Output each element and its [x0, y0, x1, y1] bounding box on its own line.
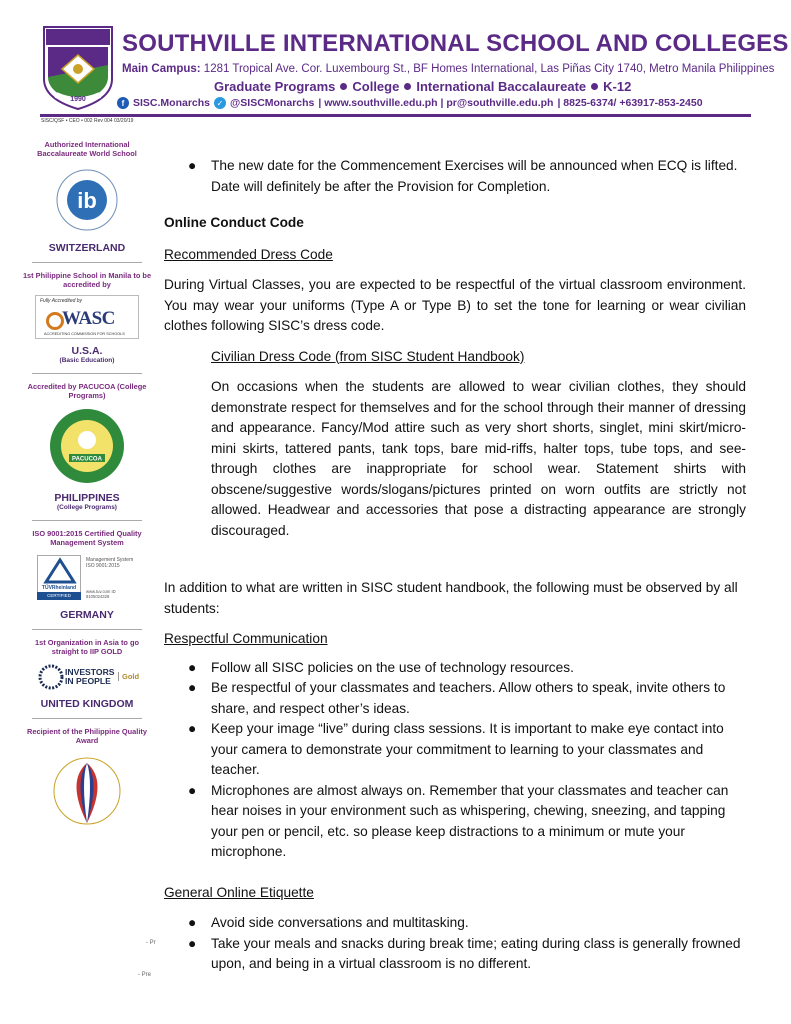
programs-line	[214, 79, 631, 94]
list-item	[164, 156, 746, 197]
wasc-country: U.S.A.	[71, 345, 103, 357]
commencement-text: The new date for the Commencement Exercises will be announced when ECQ is lifted. Date will definitely be after the Provision for Completion.	[211, 158, 738, 194]
sidebar-divider	[32, 262, 142, 263]
list-item-text: Be respectful of your classmates and teachers. Allow others to speak, invite others to share, and respect other’s ideas.	[211, 680, 726, 716]
tuv-url: www.tuv.com ID 9105024328	[86, 589, 116, 599]
wasc-subtitle: ACCREDITING COMMISSION FOR SCHOOLS	[44, 332, 125, 336]
bullet-dot	[340, 83, 347, 90]
bullet-glyph: ●	[188, 935, 197, 951]
list-item	[164, 934, 746, 975]
wasc-logo	[35, 295, 139, 339]
bullet-dot	[404, 83, 411, 90]
letterhead	[0, 0, 791, 128]
campus-address-line	[122, 63, 774, 75]
tuv-label: TÜVRheinland	[41, 585, 77, 591]
website-email[interactable]: | www.southville.edu.ph | pr@southville.edu.ph	[318, 97, 554, 109]
tuv-standard: Management System ISO 9001:2015	[86, 557, 134, 569]
bullet-glyph: ●	[188, 915, 197, 930]
iip-heading: 1st Organization in Asia to go straight to IIP GOLD	[34, 638, 140, 656]
philippine-quality-award-logo	[50, 751, 124, 835]
list-item	[164, 913, 746, 934]
list-item-text: Take your meals and snacks during break time; eating during class is generally frowned upon, and being in a virtual classroom is no different.	[211, 935, 741, 971]
list-item-text: Keep your image “live” during class sessions. It is important to make eye contact into your camera to demonstrate your commitment to learning to your classmates and teacher.	[211, 721, 724, 777]
iip-wordmark	[65, 668, 115, 686]
iso-country: GERMANY	[60, 609, 114, 621]
campus-label: Main Campus:	[122, 63, 201, 75]
sidebar-divider	[32, 629, 142, 630]
heading-dress-code: Recommended Dress Code	[164, 246, 333, 262]
respectful-list	[164, 658, 746, 863]
facebook-icon: f	[117, 97, 129, 109]
sidebar-divider	[32, 373, 142, 374]
pacucoa-heading: Accredited by PACUCOA (College Programs)	[27, 382, 147, 400]
paragraph-addition: In addition to what are written in SISC student handbook, the following must be observed by all students:	[164, 580, 738, 616]
bullet-glyph: ●	[188, 721, 197, 736]
iso-heading: ISO 9001:2015 Certified Quality Management System	[32, 529, 142, 547]
tuv-certification-logo	[34, 553, 140, 603]
triangle-icon	[38, 556, 82, 588]
program-ib: International Baccalaureate	[416, 79, 587, 94]
accreditation-sidebar	[22, 140, 152, 835]
program-graduate: Graduate Programs	[214, 79, 336, 94]
sidebar-divider	[32, 718, 142, 719]
document-body	[164, 156, 746, 975]
document-code: SISC/QSF • CEO • 002 Rev 004 03/20/19	[41, 118, 134, 124]
list-item	[164, 719, 746, 781]
tuv-certified: CERTIFIED	[37, 592, 81, 600]
bullet-glyph: ●	[188, 680, 197, 695]
paragraph-civilian-dress: On occasions when the students are allowed to wear civilian clothes, they should demonstrate respect for themselves and for the school through their manner of dressing and appearance. Fancy/Mod attire such as very short shorts, singlet, mini skirt/micro-mini skirts, tattered pants, tank tops, bare mid-riffs, halter tops, tube tops, and see-through clothes are inappropriate for school wear. Statement shirts with obscene/suggestive words/slogans/pictures printed on worn outfits are strictly not allowed. Headwear and accessories that pose a distracting appearance are strongly discouraged.	[211, 379, 746, 538]
pacucoa-seal-logo	[47, 406, 127, 486]
facebook-handle[interactable]: SISC.Monarchs	[133, 97, 211, 109]
wasc-scope: (Basic Education)	[59, 357, 115, 364]
iip-line-2: IN PEOPLE	[65, 676, 111, 686]
list-item-text: Follow all SISC policies on the use of technology resources.	[211, 659, 574, 675]
wreath-icon	[38, 664, 64, 690]
footer-fragment: - Pr	[146, 940, 156, 946]
ib-world-school-logo	[55, 164, 119, 236]
bullet-glyph: ●	[188, 782, 197, 798]
list-item	[164, 678, 746, 719]
bullet-dot	[591, 83, 598, 90]
footer-fragment: - Pre	[138, 972, 152, 978]
svg-text:1990: 1990	[70, 96, 86, 103]
phone-numbers: | 8825-6374/ +63917-853-2450	[557, 97, 703, 109]
iip-gold: Gold	[118, 672, 139, 681]
pqa-heading: Recipient of the Philippine Quality Award	[27, 727, 147, 745]
bullet-glyph: ●	[188, 659, 197, 675]
heading-respectful-communication: Respectful Communication	[164, 631, 328, 646]
heading-online-conduct: Online Conduct Code	[164, 215, 304, 230]
list-item	[164, 658, 746, 679]
bullet-glyph: ●	[188, 158, 197, 173]
svg-text:PACUCOA: PACUCOA	[72, 456, 102, 463]
letterhead-divider	[40, 114, 751, 117]
sidebar-divider	[32, 520, 142, 521]
ib-heading: Authorized International Baccalaureate World School	[37, 140, 137, 158]
program-k12: K-12	[603, 79, 632, 94]
commencement-list	[164, 156, 746, 197]
heading-general-etiquette: General Online Etiquette	[164, 884, 314, 900]
svg-text:ib: ib	[77, 188, 97, 213]
paragraph-virtual-classes: During Virtual Classes, you are expected to be respectful of the virtual classroom environment. You may wear your uniforms (Type A or Type B) to set the tone for learning or wear civilian clothes following SISC’s dress code.	[164, 277, 746, 333]
wasc-wordmark: WASC	[62, 308, 115, 329]
investors-in-people-logo	[32, 662, 142, 692]
heading-civilian-dress: Civilian Dress Code (from SISC Student Handbook)	[211, 348, 525, 364]
list-item-text: Microphones are almost always on. Remember that your classmates and teacher can hear noises in your environment such as whispering, chewing, sneezing, and tapping your pen or pencil, etc. so please keep distractions to a minimum or mute your microphone.	[211, 782, 729, 859]
pacucoa-country: PHILIPPINES	[54, 492, 120, 504]
wasc-heading: 1st Philippine School in Manila to be accredited by	[22, 271, 152, 289]
ib-country: SWITZERLAND	[48, 242, 126, 254]
school-seal-logo	[42, 25, 114, 111]
pacucoa-scope: (College Programs)	[57, 504, 117, 511]
twitter-handle[interactable]: @SISCMonarchs	[230, 97, 315, 109]
contact-line	[117, 97, 703, 109]
program-college: College	[352, 79, 400, 94]
wasc-fully-accredited: Fully Accredited by	[40, 298, 83, 304]
school-name: SOUTHVILLE INTERNATIONAL SCHOOL AND COLLEGES	[122, 30, 789, 57]
campus-address: 1281 Tropical Ave. Cor. Luxembourg St., BF Homes International, Las Piñas City 1740, Metro Manila Philippines	[203, 63, 775, 75]
iip-country: UNITED KINGDOM	[40, 698, 134, 710]
etiquette-list	[164, 913, 746, 975]
twitter-icon: ✓	[214, 97, 226, 109]
list-item	[164, 781, 746, 863]
iip-line-1: INVESTORS	[65, 667, 115, 677]
list-item-text: Avoid side conversations and multitasking.	[211, 915, 469, 930]
